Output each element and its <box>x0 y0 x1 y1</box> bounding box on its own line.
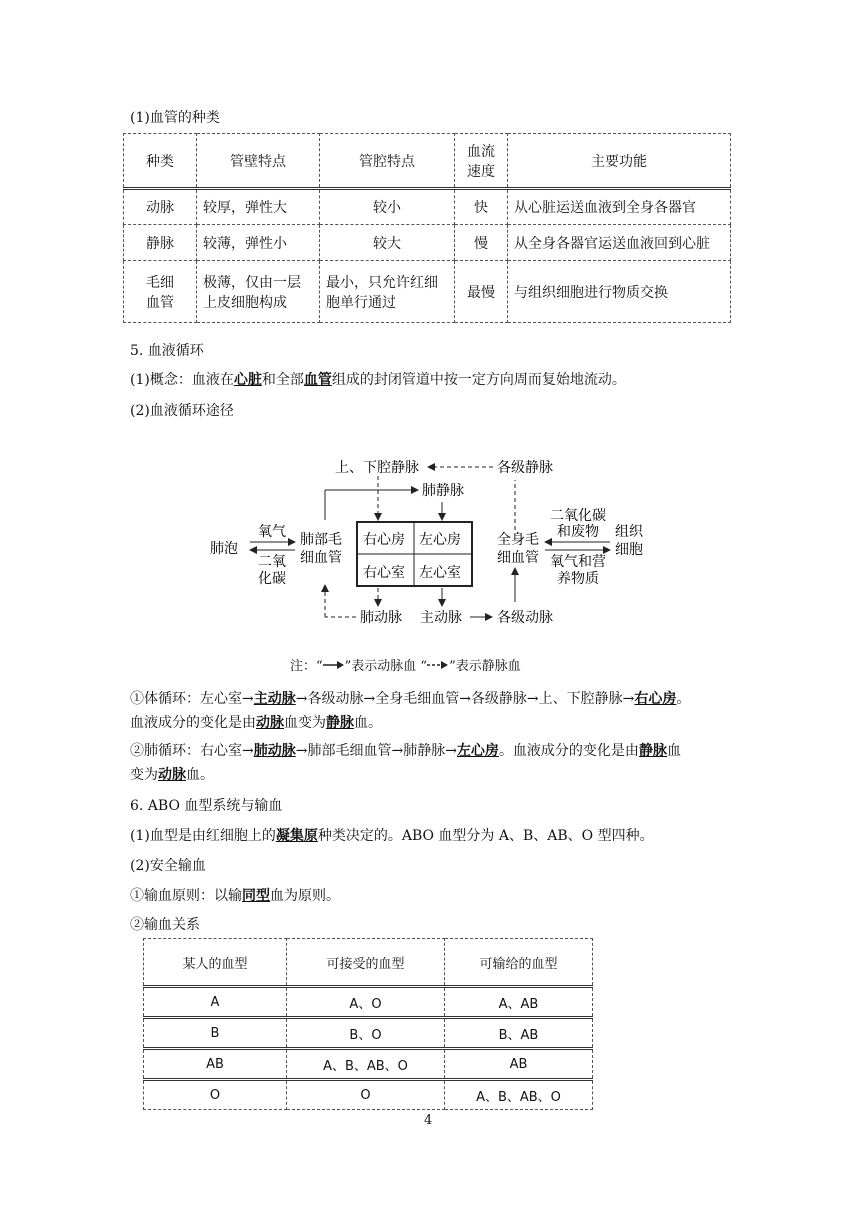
circulation-diagram <box>200 450 660 645</box>
transfusion-relation-heading: ②输血关系 <box>130 917 200 933</box>
pulm-vein-label: 肺静脉 <box>422 483 464 499</box>
tissue-label-1: 组织 <box>615 524 643 540</box>
th-wall: 管壁特点 <box>197 134 320 189</box>
tissue-label-2: 细胞 <box>615 542 643 558</box>
body-cap-label-2: 细血管 <box>497 550 539 566</box>
concept-text: (1)概念：血液在心脏和全部血管组成的封闭管道中按一定方向周而复始地流动。 <box>130 372 626 388</box>
left-atrium: 左心房 <box>419 532 461 548</box>
th-lumen: 管腔特点 <box>320 134 455 189</box>
th-own-type: 某人的血型 <box>144 939 287 987</box>
co2-label-1: 二氧 <box>258 554 286 570</box>
co2-label-2: 化碳 <box>258 571 286 587</box>
lung-cap-label-1: 肺部毛 <box>300 532 342 548</box>
path-heading: (2)血液循环途径 <box>130 403 234 419</box>
table-row: O O A、B、AB、O <box>144 1080 593 1110</box>
safe-transfusion-heading: (2)安全输血 <box>130 858 206 874</box>
circulation-heading: 5. 血液循环 <box>130 343 204 359</box>
table-row: 静脉 较薄，弹性小 较大 慢 从全身各器官运送血液回到心脏 <box>124 225 731 261</box>
nutrient-label-2: 养物质 <box>557 571 599 587</box>
th-receive: 可接受的血型 <box>287 939 445 987</box>
alveoli-label: 肺泡 <box>210 541 238 557</box>
solid-arrow-icon <box>323 660 345 670</box>
pulmonary-circulation: ②肺循环：右心室→肺动脉→肺部毛细血管→肺静脉→左心房。血液成分的变化是由静脉血 变为动脉血。 <box>130 743 681 783</box>
th-speed: 血流 速度 <box>455 134 508 189</box>
body-cap-label-1: 全身毛 <box>497 532 539 548</box>
table-row: 动脉 较厚，弹性大 较小 快 从心脏运送血液到全身各器官 <box>124 189 731 225</box>
abo-heading: 6. ABO 血型系统与输血 <box>130 798 283 814</box>
page-number: 4 <box>424 1113 433 1128</box>
lung-cap-label-2: 细血管 <box>300 550 342 566</box>
transfusion-principle: ①输血原则：以输同型血为原则。 <box>130 888 340 904</box>
th-function: 主要功能 <box>508 134 731 189</box>
right-atrium: 右心房 <box>363 532 405 548</box>
systemic-circulation: ①体循环：左心室→主动脉→各级动脉→全身毛细血管→各级静脉→上、下腔静脉→右心房。 血液成分的变化是由动脉血变为静脉血。 <box>130 691 691 731</box>
dashed-arrow-icon <box>427 660 449 670</box>
nutrient-label-1: 氧气和营 <box>550 554 606 570</box>
waste-label-2: 和废物 <box>557 524 599 540</box>
veins-label: 各级静脉 <box>497 460 553 476</box>
table-row: AB A、B、AB、O AB <box>144 1049 593 1080</box>
legend-note: 注：“ ”表示动脉血 “ ”表示静脉血 <box>290 659 521 674</box>
vena-cava-label: 上、下腔静脉 <box>335 460 419 476</box>
waste-label-1: 二氧化碳 <box>550 508 606 524</box>
table-row: B B、O B、AB <box>144 1018 593 1049</box>
blood-type-def: (1)血型是由红细胞上的凝集原种类决定的。ABO 血型分为 A、B、AB、O 型四种。 <box>130 828 654 844</box>
left-ventricle: 左心室 <box>419 565 461 581</box>
pulm-artery-label: 肺动脉 <box>360 610 402 626</box>
table-row: A A、O A、AB <box>144 987 593 1018</box>
table-row: 毛细 血管 极薄，仅由一层 上皮细胞构成 最小，只允许红细 胞单行通过 最慢 与组织细胞进行物质交换 <box>124 261 731 323</box>
vessel-types-table <box>123 133 731 323</box>
oxygen-label: 氧气 <box>258 524 286 540</box>
aorta-label: 主动脉 <box>420 610 462 626</box>
transfusion-table <box>143 938 593 1110</box>
th-give: 可输给的血型 <box>445 939 593 987</box>
right-ventricle: 右心室 <box>363 565 405 581</box>
vessel-types-heading: (1)血管的种类 <box>130 110 220 126</box>
arteries-label: 各级动脉 <box>497 610 553 626</box>
th-type: 种类 <box>124 134 197 189</box>
